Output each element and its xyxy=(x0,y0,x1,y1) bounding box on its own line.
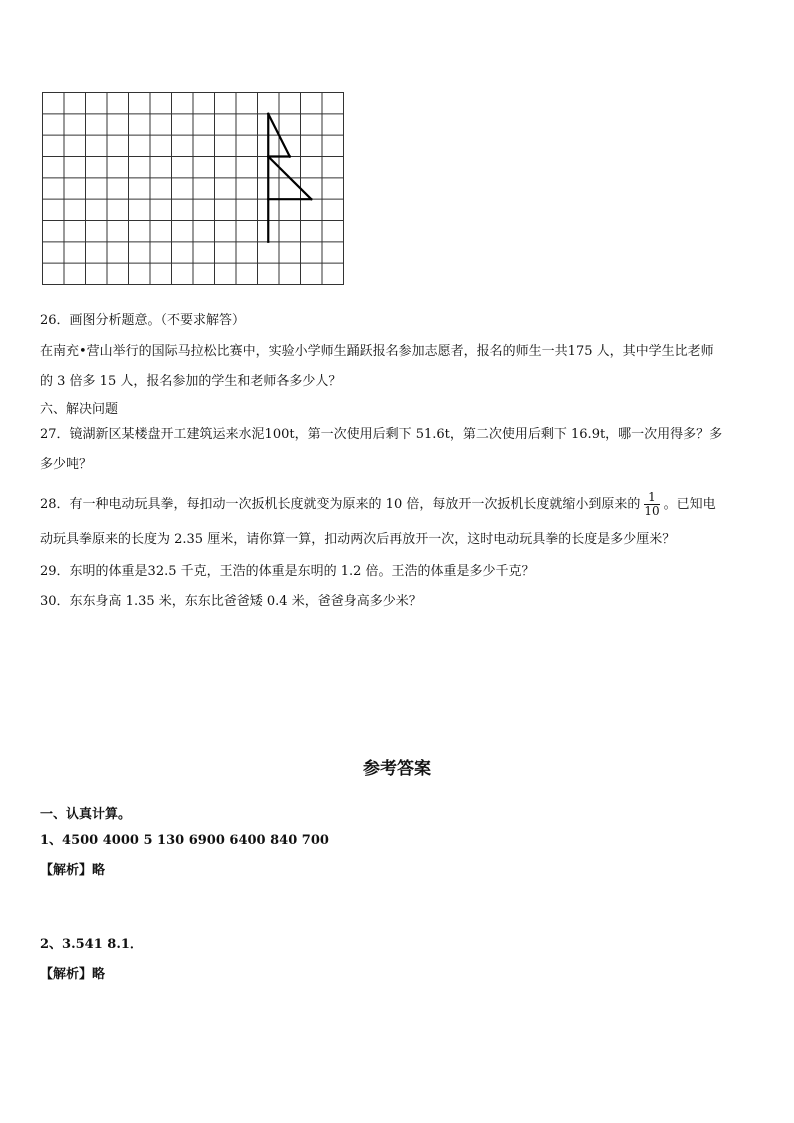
question-26-text-line-2: 的 3 倍多 15 人，报名参加的学生和老师各多少人？ xyxy=(40,374,342,389)
answer-2-analysis: 【解析】略 xyxy=(40,967,106,982)
question-28-text-after: 。已知电 xyxy=(663,497,716,512)
section-6-heading: 六、解决问题 xyxy=(40,402,119,417)
fraction-numerator: 1 xyxy=(648,490,656,504)
question-30: 30．东东身高 1.35 米，东东比爸爸矮 0.4 米，爸爸身高多少米？ xyxy=(40,594,422,609)
answer-2: 2、3.541 8.1． xyxy=(40,937,143,952)
question-28-line-2: 动玩具拳原来的长度为 2.35 厘米，请你算一算，扣动两次后再放开一次，这时电动玩具拳的长度是多少厘米？ xyxy=(40,532,676,547)
grid-drawing xyxy=(42,92,344,285)
question-28-line-1 xyxy=(40,490,716,520)
answer-1-analysis: 【解析】略 xyxy=(40,863,106,878)
question-28-text-before: 28．有一种电动玩具拳，每扣动一次扳机长度就变为原来的 10 倍，每放开一次扳机长度就缩小到原来的 xyxy=(40,497,641,512)
question-27-line-1: 27．镜湖新区某楼盘开工建筑运来水泥100t，第一次使用后剩下 51.6t，第二次使用后剩下 16.9t，哪一次用得多？多 xyxy=(40,427,723,442)
answers-section-1: 一、认真计算。 xyxy=(40,807,132,822)
question-27-line-2: 多少吨？ xyxy=(40,457,93,472)
question-26-title: 26．画图分析题意。（不要求解答） xyxy=(40,313,246,328)
answers-title: 参考答案 xyxy=(363,759,431,779)
grid-figure xyxy=(42,92,344,285)
question-26-text-line-1: 在南充•营山举行的国际马拉松比赛中，实验小学师生踊跃报名参加志愿者，报名的师生一共175 人，其中学生比老师 xyxy=(40,344,714,359)
answer-1: 1、4500 4000 5 130 6900 6400 840 700 xyxy=(40,833,329,848)
fraction-denominator: 10 xyxy=(644,504,660,518)
fraction-one-tenth xyxy=(642,491,661,518)
question-29: 29．东明的体重是32.5 千克，王浩的体重是东明的 1.2 倍。王浩的体重是多少千克？ xyxy=(40,564,535,579)
